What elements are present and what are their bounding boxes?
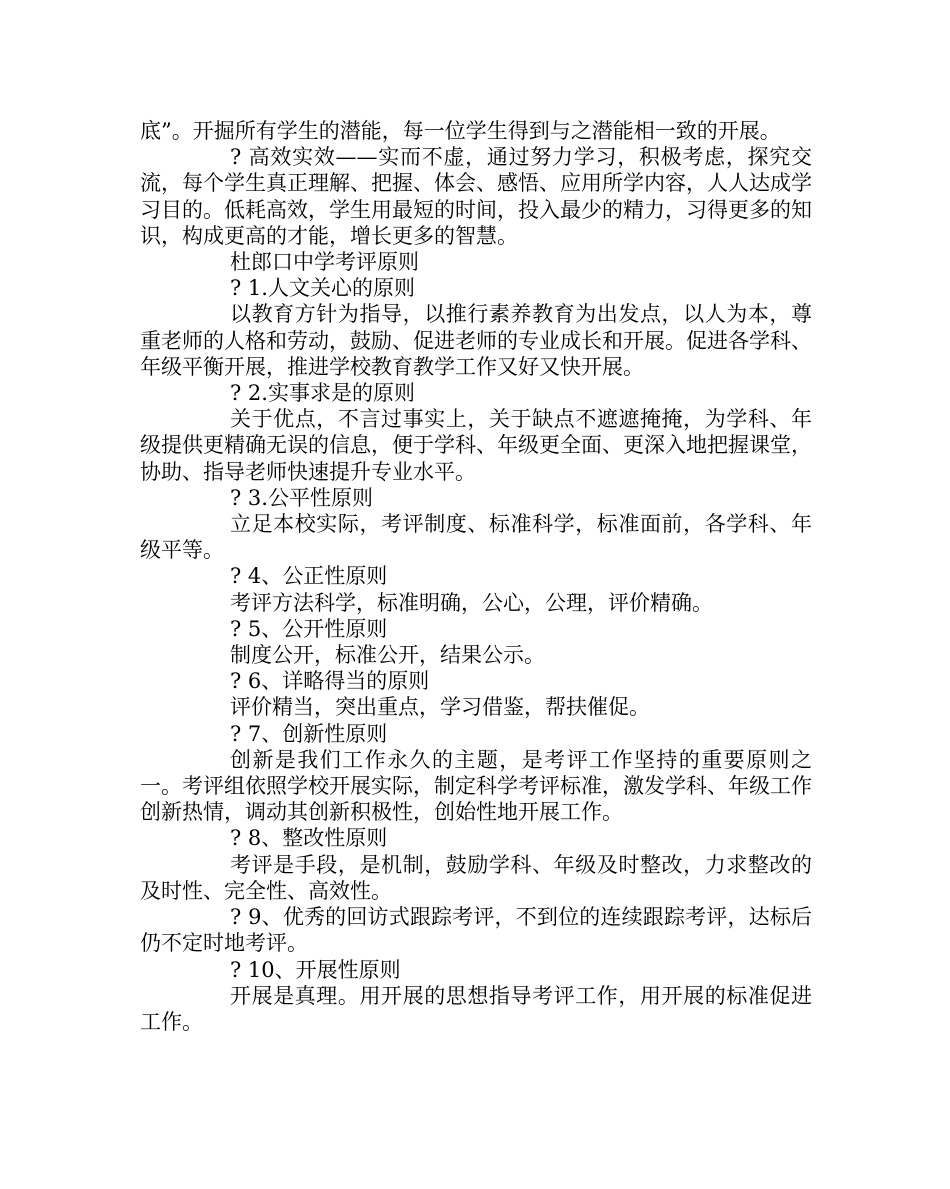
paragraph: 开展是真理。用开展的思想指导考评工作，用开展的标准促进工作。	[140, 983, 812, 1034]
paragraph: 底”。开掘所有学生的潜能，每一位学生得到与之潜能相一致的开展。	[140, 119, 781, 143]
paragraph: 评价精当，突出重点，学习借鉴，帮扶催促。	[230, 695, 650, 720]
paragraph: 考评方法科学，标准明确，公心，公理，评价精确。	[230, 590, 713, 615]
principle-heading: ? 8、整改性原则	[230, 826, 388, 851]
principle-heading: ? 7、创新性原则	[230, 721, 388, 746]
document-page	[140, 118, 812, 1035]
principle-heading: ? 1.人文关心的原则	[230, 276, 415, 301]
paragraph: 考评是手段，是机制，鼓励学科、年级及时整改，力求整改的及时性、完全性、高效性。	[140, 852, 812, 903]
paragraph: 以教育方针为指导，以推行素养教育为出发点，以人为本，尊重老师的人格和劳动，鼓励、促进老师的专业成长和开展。促进各学科、年级平衡开展，推进学校教育教学工作又好又快开展。	[140, 302, 812, 379]
principle-heading: ? 3.公平性原则	[230, 485, 373, 510]
paragraph: ? 9、优秀的回访式跟踪考评，不到位的连续跟踪考评，达标后仍不定时地考评。	[140, 905, 812, 956]
principle-heading: ? 10、开展性原则	[230, 957, 401, 982]
paragraph: 立足本校实际，考评制度、标准科学，标准面前，各学科、年级平等。	[140, 512, 812, 563]
principle-heading: ? 5、公开性原则	[230, 616, 388, 641]
principle-heading: ? 6、详略得当的原则	[230, 669, 430, 694]
paragraph: ? 高效实效——实而不虚，通过努力学习，积极考虑，探究交流，每个学生真正理解、把握、体会、感悟、应用所学内容，人人达成学习目的。低耗高效，学生用最短的时间，投入最少的精力，习得更多的知识，构成更高的才能，增长更多的智慧。	[140, 145, 812, 248]
section-heading: 杜郎口中学考评原则	[230, 250, 419, 275]
paragraph: 关于优点，不言过事实上，关于缺点不遮遮掩掩，为学科、年级提供更精确无误的信息，便于学科、年级更全面、更深入地把握课堂，协助、指导老师快速提升专业水平。	[140, 407, 812, 484]
principle-heading: ? 4、公正性原则	[230, 564, 388, 589]
principle-heading: ? 2.实事求是的原则	[230, 381, 415, 406]
paragraph: 制度公开，标准公开，结果公示。	[230, 643, 545, 668]
paragraph: 创新是我们工作永久的主题，是考评工作坚持的重要原则之一。考评组依照学校开展实际，制定科学考评标准，激发学科、年级工作创新热情，调动其创新积极性，创始性地开展工作。	[140, 747, 812, 825]
